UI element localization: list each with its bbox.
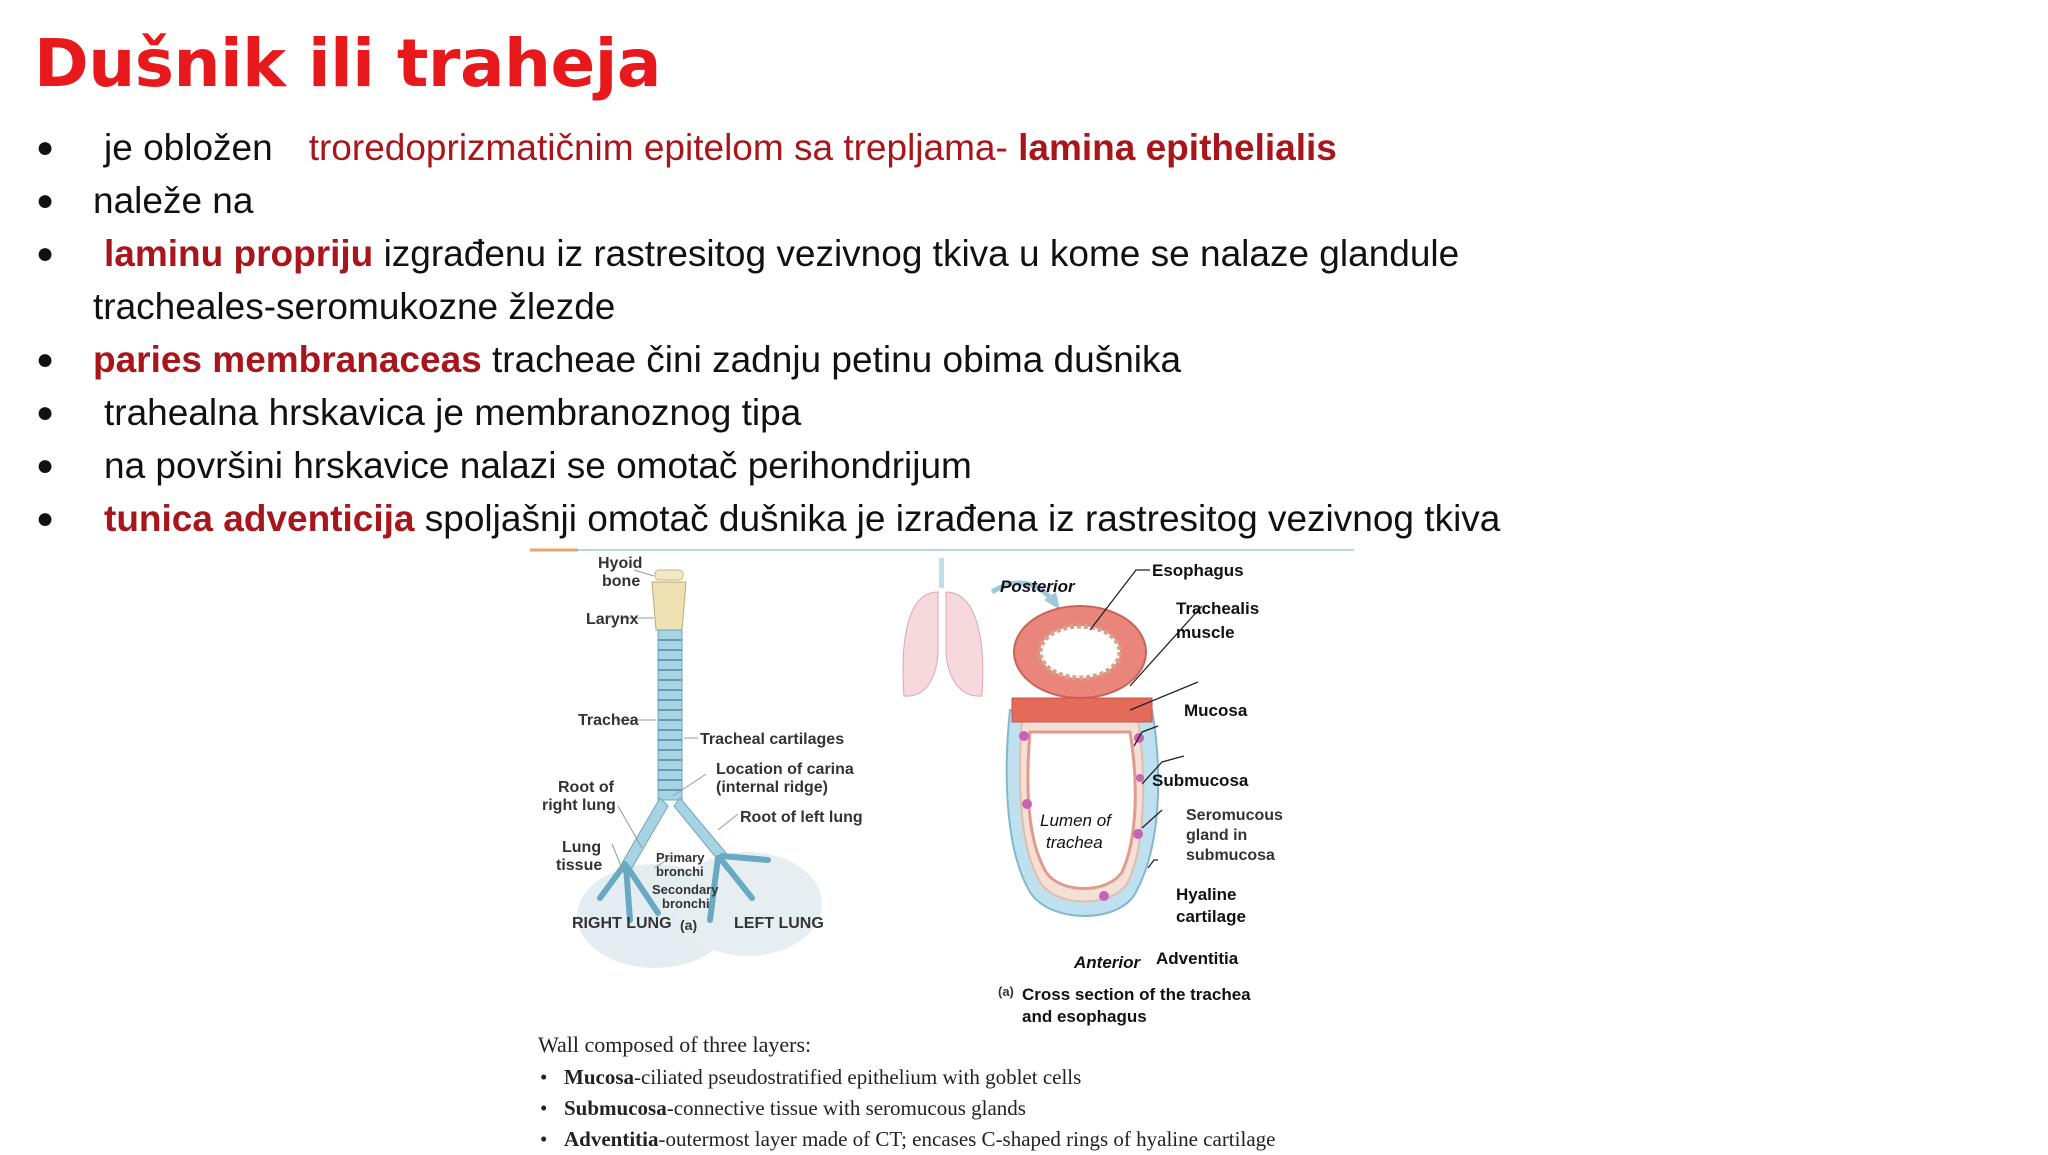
label-trachealis-1: Trachealis [1176,599,1260,618]
bullet-text: tracheae čini zadnju petinu obima dušnika [492,339,1182,380]
bullet-item [36,333,1536,386]
caption-desc: -outermost layer made of CT; encases C-shaped rings of hyaline cartilage [658,1127,1276,1151]
label-tracheal-cartilages: Tracheal cartilages [700,731,845,748]
bullet-bold-term: tunica adventicija [104,498,415,539]
label-submucosa: Submucosa [1152,771,1249,790]
bullet-text: na površini hrskavice nalazi se omotač perihondrijum [104,445,972,486]
trachea-tube [658,630,682,800]
label-secondary-1: Secondary [652,882,719,897]
caption-term: Submucosa [564,1096,667,1120]
bullet-text: trahealna hrskavica je membranoznog tipa [104,392,802,433]
bullet-item [36,227,1536,333]
bullet-dot: ● [36,184,55,217]
label-lumen-1: Lumen of [1040,811,1111,830]
label-lung-tissue-2: tissue [556,857,603,874]
page-title: Dušnik ili traheja [34,25,661,102]
trachea-cross-section [1007,606,1158,916]
label-trachealis-2: muscle [1176,623,1235,642]
caption-list [538,1062,1275,1155]
label-primary-1: Primary [656,850,705,865]
label-root-right-2: right lung [542,797,616,814]
bullet-item [36,492,1536,545]
caption-item: • Mucosa-ciliated pseudostratified epithelium with goblet cells [540,1065,1082,1089]
label-root-right-1: Root of [558,779,614,796]
bullet-item [36,439,1536,492]
label-posterior: Posterior [1000,577,1075,596]
bullet-text-cont: tracheales-seromukozne žlezde [93,286,616,327]
label-carina-1: Location of carina [716,761,854,778]
bullet-dot: ● [36,237,55,270]
larynx-shape [652,582,686,630]
label-adventitia: Adventitia [1156,949,1239,968]
esophagus-lumen [1040,626,1120,678]
caption-item: • Submucosa-connective tissue with seromucous glands [540,1096,1026,1120]
bullet-bold-term: laminu propriju [104,233,374,274]
label-anterior: Anterior [1074,953,1141,972]
bullet-bold-term: paries membranaceas [93,339,482,380]
caption-item: • Adventitia-outermost layer made of CT; encases C-shaped rings of hyaline cartilage [540,1127,1276,1151]
caption-desc: -connective tissue with seromucous glands [666,1096,1026,1120]
bullet-dot: ● [36,131,55,164]
bullet-item [36,386,1536,439]
label-larynx: Larynx [586,611,639,628]
label-seromucous-3: submucosa [1186,847,1275,864]
label-mucosa: Mucosa [1184,701,1248,720]
bullet-bold-term: lamina epithelialis [1018,127,1337,168]
lungs-icon [903,558,983,696]
hyoid-bone [655,570,683,580]
caption-desc: -ciliated pseudostratified epithelium with goblet cells [634,1065,1082,1089]
label-hyoid: Hyoid [598,555,643,572]
label-cross-section-1: Cross section of the trachea [1022,985,1251,1004]
caption-term: Adventitia [564,1127,659,1151]
bullet-item [36,121,1536,174]
bullet-red-text: troredoprizmatičnim epitelom sa trepljama- [308,127,1008,168]
bullet-text: spoljašnji omotač dušnika je izrađena iz rastresitog vezivnog tkiva [424,498,1501,539]
label-esophagus: Esophagus [1152,561,1244,580]
bullet-dot: ● [36,396,55,429]
label-root-left: Root of left lung [740,809,863,826]
label-seromucous-2: gland in [1186,827,1248,844]
label-cross-section-2: and esophagus [1022,1007,1147,1026]
bullet-text: naleže na [93,180,254,221]
label-secondary-2: bronchi [662,896,710,911]
label-a-left: (a) [680,917,698,933]
label-a-cross: (a) [998,984,1014,999]
bullet-text: je obložen [104,127,273,168]
bullet-list [36,121,1536,545]
figure-caption [538,1030,1275,1155]
label-carina-2: (internal ridge) [716,779,829,796]
label-lung-tissue-1: Lung [562,839,602,856]
label-left-lung: LEFT LUNG [734,915,824,932]
label-lumen-2: trachea [1046,833,1103,852]
bullet-text: izgrađenu iz rastresitog vezivnog tkiva u kome se nalaze glandule [383,233,1460,274]
bullet-dot: ● [36,502,55,535]
label-primary-2: bronchi [656,864,704,879]
label-hyaline-1: Hyaline [1176,885,1237,904]
bullet-dot: ● [36,343,55,376]
label-right-lung: RIGHT LUNG [572,915,672,932]
label-hyaline-2: cartilage [1176,907,1246,926]
trachea-diagram [530,548,1354,1028]
label-seromucous-1: Seromucous [1186,807,1283,824]
caption-heading: Wall composed of three layers: [538,1032,812,1057]
label-trachea: Trachea [578,712,639,729]
label-bone: bone [602,573,641,590]
caption-term: Mucosa [564,1065,634,1089]
bullet-dot: ● [36,449,55,482]
bullet-item [36,174,1536,227]
